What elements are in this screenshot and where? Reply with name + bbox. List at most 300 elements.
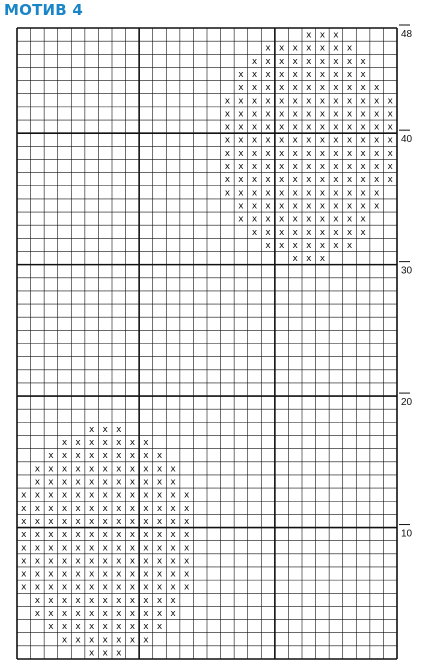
cross-stitch-mark: x	[34, 569, 41, 580]
cross-stitch-mark: x	[61, 516, 68, 527]
cross-stitch-mark: x	[306, 227, 312, 238]
cross-stitch-mark: x	[21, 543, 27, 554]
cross-stitch-mark: x	[333, 201, 339, 212]
cross-stitch-mark: x	[265, 83, 271, 94]
cross-stitch-mark: x	[48, 556, 54, 567]
cross-stitch-mark: x	[156, 464, 163, 475]
cross-stitch-mark: x	[88, 438, 95, 449]
cross-stitch-mark: x	[346, 83, 353, 94]
cross-stitch-mark: x	[34, 595, 41, 606]
cross-stitch-mark: x	[292, 96, 298, 107]
cross-stitch-mark: x	[170, 582, 176, 593]
cross-stitch-mark: x	[34, 556, 41, 567]
cross-stitch-mark: x	[75, 490, 81, 501]
cross-stitch-mark: x	[333, 96, 339, 107]
cross-stitch-mark: x	[61, 438, 68, 449]
cross-stitch-mark: x	[224, 175, 231, 186]
cross-stitch-mark: x	[251, 162, 258, 173]
cross-stitch-mark: x	[183, 530, 190, 541]
cross-stitch-mark: x	[34, 503, 41, 514]
cross-stitch-mark: x	[156, 569, 163, 580]
cross-stitch-mark: x	[360, 227, 366, 238]
cross-stitch-mark: x	[387, 135, 393, 146]
cross-stitch-mark: x	[333, 214, 339, 225]
cross-stitch-mark: x	[48, 490, 54, 501]
cross-stitch-mark: x	[129, 530, 136, 541]
cross-stitch-mark: x	[61, 556, 68, 567]
cross-stitch-mark: x	[75, 582, 81, 593]
cross-stitch-mark: x	[88, 608, 95, 619]
cross-stitch-mark: x	[102, 516, 108, 527]
cross-stitch-mark: x	[373, 122, 380, 133]
cross-stitch-mark: x	[373, 96, 380, 107]
cross-stitch-mark: x	[265, 148, 271, 159]
cross-stitch-mark: x	[333, 70, 339, 81]
cross-stitch-mark: x	[143, 543, 149, 554]
cross-stitch-mark: x	[48, 582, 54, 593]
grid-fine-lines	[17, 28, 397, 659]
cross-stitch-mark: x	[102, 569, 108, 580]
cross-stitch-mark: x	[319, 254, 326, 265]
cross-stitch-mark: x	[102, 635, 108, 646]
cross-stitch-mark: x	[183, 516, 190, 527]
cross-stitch-mark: x	[292, 175, 298, 186]
cross-stitch-mark: x	[306, 56, 312, 67]
cross-stitch-mark: x	[88, 648, 95, 659]
cross-stitch-mark: x	[292, 135, 298, 146]
cross-stitch-mark: x	[360, 148, 366, 159]
cross-stitch-mark: x	[75, 503, 81, 514]
cross-stitch-mark: x	[88, 477, 95, 488]
cross-stitch-mark: x	[306, 188, 312, 199]
cross-stitch-mark: x	[75, 438, 81, 449]
cross-stitch-mark: x	[346, 148, 353, 159]
cross-stitch-mark: x	[156, 477, 163, 488]
cross-stitch-mark: x	[265, 56, 271, 67]
cross-stitch-mark: x	[116, 438, 122, 449]
cross-stitch-mark: x	[143, 477, 149, 488]
cross-stitch-mark: x	[34, 608, 41, 619]
cross-stitch-mark: x	[360, 56, 366, 67]
cross-stitch-mark: x	[278, 188, 285, 199]
cross-stitch-mark: x	[170, 516, 176, 527]
cross-stitch-mark: x	[143, 490, 149, 501]
cross-stitch-mark: x	[61, 530, 68, 541]
cross-stitch-mark: x	[88, 530, 95, 541]
cross-stitch-mark: x	[387, 162, 393, 173]
cross-stitch-mark: x	[129, 569, 136, 580]
cross-stitch-mark: x	[61, 595, 68, 606]
cross-stitch-mark: x	[265, 122, 271, 133]
cross-stitch-mark: x	[116, 595, 122, 606]
cross-stitch-mark: x	[306, 70, 312, 81]
cross-stitch-mark: x	[319, 162, 326, 173]
cross-stitch-mark: x	[34, 582, 41, 593]
cross-stitch-mark: x	[319, 70, 326, 81]
cross-stitch-mark: x	[129, 622, 136, 633]
cross-stitch-mark: x	[265, 175, 271, 186]
cross-stitch-mark: x	[116, 648, 122, 659]
cross-stitch-mark: x	[373, 109, 380, 120]
cross-stitch-mark: x	[265, 109, 271, 120]
cross-stitch-mark: x	[156, 516, 163, 527]
cross-stitch-mark: x	[333, 148, 339, 159]
cross-stitch-mark: x	[319, 201, 326, 212]
cross-stitch-mark: x	[278, 227, 285, 238]
cross-stitch-mark: x	[48, 608, 54, 619]
cross-stitch-mark: x	[292, 201, 298, 212]
cross-stitch-mark: x	[88, 490, 95, 501]
cross-stitch-mark: x	[143, 608, 149, 619]
cross-stitch-mark: x	[116, 556, 122, 567]
cross-stitch-mark: x	[102, 543, 108, 554]
row-number-label: 40	[401, 134, 413, 146]
cross-stitch-mark: x	[387, 109, 393, 120]
cross-stitch-mark: x	[143, 622, 149, 633]
row-number-label: 10	[401, 528, 413, 540]
cross-stitch-mark: x	[129, 464, 136, 475]
cross-stitch-mark: x	[319, 175, 326, 186]
cross-stitch-mark: x	[170, 569, 176, 580]
cross-stitch-mark: x	[373, 175, 380, 186]
cross-stitch-mark: x	[333, 30, 339, 41]
cross-stitch-mark: x	[360, 83, 366, 94]
cross-stitch-mark: x	[143, 635, 149, 646]
cross-stitch-mark: x	[373, 188, 380, 199]
cross-stitch-mark: x	[116, 490, 122, 501]
cross-stitch-mark: x	[278, 214, 285, 225]
cross-stitch-mark: x	[143, 464, 149, 475]
cross-stitch-mark: x	[61, 569, 68, 580]
cross-stitch-mark: x	[319, 148, 326, 159]
cross-stitch-mark: x	[156, 490, 163, 501]
cross-stitch-mark: x	[116, 569, 122, 580]
cross-stitch-mark: x	[333, 135, 339, 146]
cross-stitch-mark: x	[224, 188, 231, 199]
cross-stitch-mark: x	[102, 622, 108, 633]
cross-stitch-mark: x	[360, 175, 366, 186]
cross-stitch-mark: x	[129, 490, 136, 501]
cross-stitch-mark: x	[116, 424, 122, 435]
cross-stitch-mark: x	[75, 622, 81, 633]
cross-stitch-mark: x	[48, 543, 54, 554]
cross-stitch-mark: x	[333, 83, 339, 94]
cross-stitch-mark: x	[61, 635, 68, 646]
cross-stitch-mark: x	[238, 135, 244, 146]
cross-stitch-mark: x	[102, 530, 108, 541]
cross-stitch-mark: x	[143, 503, 149, 514]
cross-stitch-mark: x	[143, 556, 149, 567]
cross-stitch-mark: x	[102, 503, 108, 514]
cross-stitch-mark: x	[238, 122, 244, 133]
cross-stitch-mark: x	[224, 148, 231, 159]
cross-stitch-mark: x	[88, 424, 95, 435]
cross-stitch-mark: x	[251, 83, 258, 94]
cross-stitch-mark: x	[116, 635, 122, 646]
cross-stitch-mark: x	[102, 608, 108, 619]
cross-stitch-mark: x	[48, 569, 54, 580]
cross-stitch-mark: x	[346, 201, 353, 212]
cross-stitch-mark: x	[224, 96, 231, 107]
cross-stitch-mark: x	[238, 96, 244, 107]
cross-stitch-mark: x	[319, 240, 326, 251]
cross-stitch-mark: x	[238, 148, 244, 159]
cross-stitch-mark: x	[34, 477, 41, 488]
cross-stitch-mark: x	[75, 464, 81, 475]
cross-stitch-mark: x	[278, 70, 285, 81]
cross-stitch-mark: x	[360, 188, 366, 199]
cross-stitch-mark: x	[265, 70, 271, 81]
cross-stitch-mark: x	[333, 109, 339, 120]
cross-stitch-mark: x	[251, 109, 258, 120]
cross-stitch-mark: x	[156, 556, 163, 567]
cross-stitch-mark: x	[170, 464, 176, 475]
cross-stitch-mark: x	[116, 516, 122, 527]
cross-stitch-mark: x	[278, 122, 285, 133]
cross-stitch-mark: x	[48, 516, 54, 527]
cross-stitch-mark: x	[319, 30, 326, 41]
cross-stitch-mark: x	[116, 608, 122, 619]
cross-stitch-mark: x	[238, 70, 244, 81]
cross-stitch-mark: x	[34, 530, 41, 541]
cross-stitch-mark: x	[373, 201, 380, 212]
cross-stitch-mark: x	[292, 109, 298, 120]
cross-stitch-mark: x	[278, 96, 285, 107]
cross-stitch-mark: x	[116, 622, 122, 633]
cross-stitch-mark: x	[278, 148, 285, 159]
cross-stitch-mark: x	[61, 451, 68, 462]
pattern-title: МОТИВ 4	[4, 1, 83, 19]
cross-stitch-mark: x	[292, 56, 298, 67]
cross-stitch-mark: x	[360, 122, 366, 133]
cross-stitch-mark: x	[360, 96, 366, 107]
cross-stitch-mark: x	[75, 595, 81, 606]
cross-stitch-mark: x	[156, 543, 163, 554]
cross-stitch-mark: x	[278, 109, 285, 120]
cross-stitch-mark: x	[34, 490, 41, 501]
cross-stitch-mark: x	[48, 595, 54, 606]
cross-stitch-mark: x	[116, 451, 122, 462]
cross-stitch-mark: x	[143, 582, 149, 593]
cross-stitch-mark: x	[292, 122, 298, 133]
cross-stitch-mark: x	[116, 464, 122, 475]
cross-stitch-mark: x	[360, 135, 366, 146]
cross-stitch-mark: x	[306, 96, 312, 107]
cross-stitch-mark: x	[278, 201, 285, 212]
cross-stitch-mark: x	[75, 556, 81, 567]
cross-stitch-mark: x	[129, 635, 136, 646]
cross-stitch-mark: x	[251, 227, 258, 238]
cross-stitch-mark: x	[319, 109, 326, 120]
cross-stitch-mark: x	[251, 135, 258, 146]
cross-stitch-mark: x	[346, 109, 353, 120]
cross-stitch-mark: x	[306, 43, 312, 54]
cross-stitch-mark: x	[265, 214, 271, 225]
cross-stitch-mark: x	[265, 201, 271, 212]
cross-stitch-mark: x	[129, 503, 136, 514]
cross-stitch-mark: x	[61, 608, 68, 619]
cross-stitch-mark: x	[346, 96, 353, 107]
cross-stitch-mark: x	[251, 214, 258, 225]
cross-stitch-mark: x	[143, 516, 149, 527]
cross-stitch-mark: x	[21, 490, 27, 501]
cross-stitch-mark: x	[333, 188, 339, 199]
cross-stitch-mark: x	[102, 490, 108, 501]
cross-stitch-mark: x	[306, 122, 312, 133]
cross-stitch-mark: x	[170, 503, 176, 514]
cross-stitch-mark: x	[116, 582, 122, 593]
cross-stitch-mark: x	[238, 214, 244, 225]
cross-stitch-mark: x	[48, 530, 54, 541]
cross-stitch-mark: x	[292, 227, 298, 238]
cross-stitch-mark: x	[34, 464, 41, 475]
cross-stitch-mark: x	[75, 451, 81, 462]
cross-stitch-mark: x	[75, 608, 81, 619]
cross-stitch-mark: x	[102, 438, 108, 449]
cross-stitch-mark: x	[156, 595, 163, 606]
cross-stitch-mark: x	[292, 83, 298, 94]
cross-stitch-mark: x	[346, 43, 353, 54]
cross-stitch-mark: x	[34, 516, 41, 527]
row-number-labels	[399, 25, 413, 540]
cross-stitch-mark: x	[387, 122, 393, 133]
cross-stitch-mark: x	[251, 96, 258, 107]
cross-stitch-mark: x	[306, 135, 312, 146]
cross-stitch-mark: x	[333, 56, 339, 67]
cross-stitch-mark: x	[183, 543, 190, 554]
cross-stitch-mark: x	[48, 622, 54, 633]
cross-stitch-mark: x	[292, 162, 298, 173]
cross-stitch-mark: x	[346, 122, 353, 133]
cross-stitch-mark: x	[88, 569, 95, 580]
cross-stitch-mark: x	[292, 188, 298, 199]
cross-stitch-mark: x	[129, 595, 136, 606]
cross-stitch-mark: x	[170, 490, 176, 501]
cross-stitch-mark: x	[346, 214, 353, 225]
cross-stitch-mark: x	[373, 148, 380, 159]
cross-stitch-mark: x	[319, 188, 326, 199]
row-number-label: 30	[401, 265, 413, 277]
cross-stitch-mark: x	[360, 70, 366, 81]
cross-stitch-mark: x	[183, 490, 190, 501]
cross-stitch-mark: x	[319, 96, 326, 107]
cross-stitch-mark: x	[319, 227, 326, 238]
cross-stitch-mark: x	[265, 162, 271, 173]
cross-stitch-mark: x	[102, 424, 108, 435]
cross-stitch-mark: x	[292, 240, 298, 251]
cross-stitch-mark: x	[319, 214, 326, 225]
cross-stitch-mark: x	[292, 70, 298, 81]
cross-stitch-mark: x	[224, 162, 231, 173]
cross-stitch-mark: x	[88, 543, 95, 554]
cross-stitch-mark: x	[170, 556, 176, 567]
cross-stitch-mark: x	[265, 43, 271, 54]
cross-stitch-mark: x	[75, 569, 81, 580]
cross-stitch-mark: x	[265, 240, 271, 251]
cross-stitch-mark: x	[346, 175, 353, 186]
cross-stitch-mark: x	[265, 135, 271, 146]
cross-stitch-mark: x	[360, 201, 366, 212]
cross-stitch-mark: x	[251, 122, 258, 133]
cross-stitch-mark: x	[306, 175, 312, 186]
cross-stitch-mark: x	[333, 227, 339, 238]
cross-stitch-mark: x	[238, 201, 244, 212]
cross-stitch-mark: x	[292, 43, 298, 54]
cross-stitch-mark: x	[360, 109, 366, 120]
cross-stitch-mark: x	[48, 451, 54, 462]
cross-stitch-mark: x	[102, 556, 108, 567]
cross-stitch-mark: x	[61, 543, 68, 554]
cross-stitch-mark: x	[319, 135, 326, 146]
cross-stitch-mark: x	[129, 582, 136, 593]
cross-stitch-mark: x	[387, 148, 393, 159]
cross-stitch-mark: x	[21, 530, 27, 541]
cross-stitch-mark: x	[34, 543, 41, 554]
cross-stitch-mark: x	[88, 595, 95, 606]
cross-stitch-mark: x	[306, 162, 312, 173]
cross-stitch-mark: x	[346, 188, 353, 199]
cross-stitch-mark: x	[319, 56, 326, 67]
cross-stitch-mark: x	[156, 530, 163, 541]
cross-stitch-mark: x	[129, 543, 136, 554]
cross-stitch-mark: x	[88, 464, 95, 475]
cross-stitch-mark: x	[61, 490, 68, 501]
cross-stitch-mark: x	[278, 175, 285, 186]
cross-stitch-mark: x	[88, 503, 95, 514]
cross-stitch-mark: x	[333, 175, 339, 186]
cross-stitch-mark: x	[156, 608, 163, 619]
cross-stitch-mark: x	[387, 96, 393, 107]
row-number-label: 20	[401, 397, 413, 409]
cross-stitch-mark: x	[251, 175, 258, 186]
cross-stitch-mark: x	[129, 516, 136, 527]
cross-stitch-mark: x	[143, 530, 149, 541]
cross-stitch-mark: x	[306, 148, 312, 159]
cross-stitch-mark: x	[387, 175, 393, 186]
cross-stitch-mark: x	[143, 569, 149, 580]
cross-stitch-mark: x	[251, 70, 258, 81]
cross-stitch-mark: x	[61, 464, 68, 475]
cross-stitch-mark: x	[333, 240, 339, 251]
cross-stitch-mark: x	[319, 83, 326, 94]
cross-stitch-mark: x	[170, 543, 176, 554]
cross-stitch-mark: x	[61, 582, 68, 593]
cross-stitch-mark: x	[129, 438, 136, 449]
cross-stitch-mark: x	[346, 70, 353, 81]
cross-stitch-mark: x	[143, 595, 149, 606]
cross-stitch-mark: x	[265, 96, 271, 107]
cross-stitch-mark: x	[360, 162, 366, 173]
cross-stitch-mark: x	[278, 240, 285, 251]
cross-stitch-mark: x	[346, 162, 353, 173]
cross-stitch-mark: x	[333, 162, 339, 173]
cross-stitch-mark: x	[373, 162, 380, 173]
cross-stitch-mark: x	[21, 503, 27, 514]
cross-stitch-mark: x	[116, 530, 122, 541]
cross-stitch-mark: x	[238, 162, 244, 173]
cross-stitch-mark: x	[306, 214, 312, 225]
cross-stitch-mark: x	[88, 556, 95, 567]
cross-stitch-mark: x	[102, 582, 108, 593]
cross-stitch-mark: x	[156, 582, 163, 593]
cross-stitch-mark: x	[183, 569, 190, 580]
cross-stitch-mark: x	[306, 30, 312, 41]
cross-stitch-mark: x	[116, 503, 122, 514]
cross-stitch-mark: x	[88, 635, 95, 646]
cross-stitch-mark: x	[251, 188, 258, 199]
cross-stitch-mark: x	[292, 254, 298, 265]
cross-stitch-mark: x	[306, 240, 312, 251]
